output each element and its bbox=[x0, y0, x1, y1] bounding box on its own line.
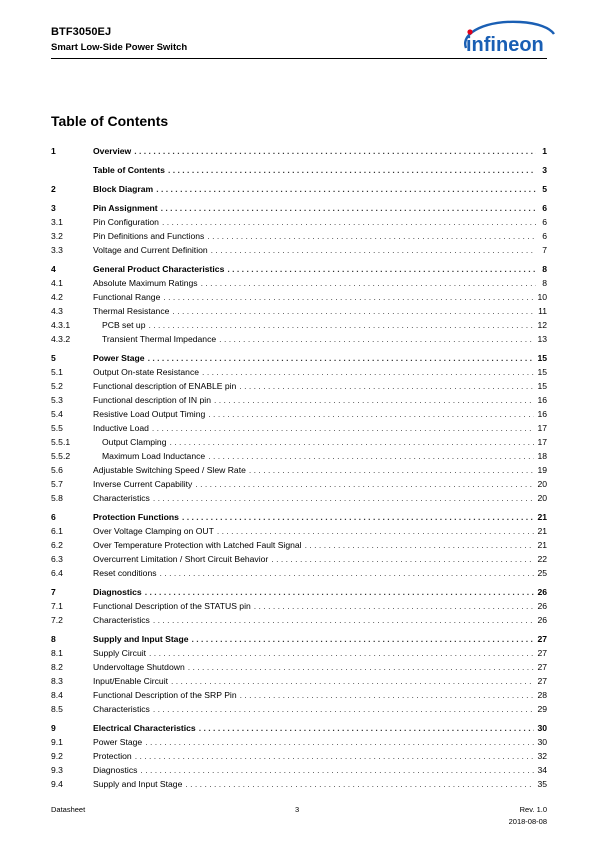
toc-entry-label: Maximum Load Inductance bbox=[102, 451, 206, 461]
toc-leader-dots bbox=[135, 750, 535, 762]
toc-entry-number: 5.2 bbox=[51, 381, 63, 391]
toc-entry-label: Supply and Input Stage bbox=[93, 634, 189, 644]
toc-entry-number: 5.6 bbox=[51, 465, 63, 475]
toc-entry-label: Adjustable Switching Speed / Slew Rate bbox=[93, 465, 246, 475]
footer-doc-type: Datasheet bbox=[51, 805, 86, 814]
toc-entry-label: Block Diagram bbox=[93, 184, 154, 194]
toc-entry-label: Protection bbox=[93, 751, 132, 761]
toc-entry-page: 15 bbox=[537, 353, 547, 363]
toc-leader-dots bbox=[199, 722, 535, 734]
toc-entry-label: Protection Functions bbox=[93, 512, 179, 522]
toc-leader-dots bbox=[227, 263, 536, 275]
toc-entry[interactable] bbox=[51, 525, 547, 537]
toc-entry-page: 27 bbox=[537, 634, 547, 644]
toc-entry-label: Characteristics bbox=[93, 615, 150, 625]
toc-entry-page: 10 bbox=[537, 292, 547, 302]
toc-entry[interactable] bbox=[51, 647, 547, 659]
toc-leader-dots bbox=[168, 164, 536, 176]
toc-entry-label: Supply and Input Stage bbox=[93, 779, 183, 789]
toc-entry-number: 8.5 bbox=[51, 704, 63, 714]
toc-entry[interactable] bbox=[51, 492, 547, 504]
toc-leader-dots bbox=[145, 736, 534, 748]
toc-entry-number: 5.1 bbox=[51, 367, 63, 377]
toc-entry[interactable] bbox=[51, 614, 547, 626]
toc-entry-page: 15 bbox=[537, 381, 547, 391]
toc-entry-number: 5.5.1 bbox=[51, 437, 71, 447]
toc-leader-dots bbox=[249, 464, 535, 476]
toc-entry[interactable] bbox=[51, 366, 547, 378]
toc-entry-number: 7.2 bbox=[51, 615, 63, 625]
toc-leader-dots bbox=[219, 333, 534, 345]
toc-entry-label: Reset conditions bbox=[93, 568, 157, 578]
toc-entry-number: 3.3 bbox=[51, 245, 63, 255]
toc-entry[interactable] bbox=[51, 722, 547, 734]
toc-leader-dots bbox=[153, 492, 535, 504]
toc-entry[interactable] bbox=[51, 539, 547, 551]
toc-leader-dots bbox=[160, 567, 535, 579]
toc-entry-page: 30 bbox=[537, 723, 547, 733]
toc-entry-page: 16 bbox=[537, 409, 547, 419]
toc-entry-number: 5.8 bbox=[51, 493, 63, 503]
toc-entry[interactable] bbox=[51, 183, 547, 195]
toc-entry-number: 4.3.1 bbox=[51, 320, 71, 330]
toc-entry-label: Pin Definitions and Functions bbox=[93, 231, 205, 241]
toc-entry-page: 1 bbox=[542, 146, 547, 156]
toc-entry[interactable] bbox=[51, 436, 547, 448]
toc-entry-label: Characteristics bbox=[93, 493, 150, 503]
toc-entry-number: 9.2 bbox=[51, 751, 63, 761]
toc-entry[interactable] bbox=[51, 164, 547, 176]
toc-leader-dots bbox=[172, 305, 535, 317]
toc-entry-label: Over Voltage Clamping on OUT bbox=[93, 526, 214, 536]
toc-entry[interactable] bbox=[51, 277, 547, 289]
toc-leader-dots bbox=[163, 291, 534, 303]
toc-entry-page: 26 bbox=[537, 615, 547, 625]
toc-leader-dots bbox=[170, 436, 535, 448]
toc-entry[interactable] bbox=[51, 764, 547, 776]
toc-entry-number: 9.4 bbox=[51, 779, 63, 789]
toc-entry[interactable] bbox=[51, 553, 547, 565]
toc-entry[interactable] bbox=[51, 244, 547, 256]
toc-leader-dots bbox=[217, 525, 535, 537]
toc-entry[interactable] bbox=[51, 202, 547, 214]
toc-entry[interactable] bbox=[51, 675, 547, 687]
toc-leader-dots bbox=[149, 647, 534, 659]
toc-entry-page: 8 bbox=[542, 264, 547, 274]
toc-entry-label: Diagnostics bbox=[93, 587, 142, 597]
toc-leader-dots bbox=[305, 539, 535, 551]
toc-entry-label: Output On-state Resistance bbox=[93, 367, 200, 377]
toc-entry-number: 4.2 bbox=[51, 292, 63, 302]
toc-entry-label: Diagnostics bbox=[93, 765, 138, 775]
footer-page-number: 3 bbox=[295, 805, 300, 814]
toc-entry[interactable] bbox=[51, 750, 547, 762]
toc-entry-page: 13 bbox=[537, 334, 547, 344]
toc-entry-page: 11 bbox=[538, 306, 547, 316]
toc-entry-page: 32 bbox=[537, 751, 547, 761]
toc-entry-label: Pin Configuration bbox=[93, 217, 159, 227]
toc-entry-number: 3.1 bbox=[51, 217, 63, 227]
toc-leader-dots bbox=[134, 145, 536, 157]
toc-entry-page: 21 bbox=[537, 526, 547, 536]
toc-leader-dots bbox=[202, 366, 534, 378]
toc-entry-label: Power Stage bbox=[93, 353, 145, 363]
toc-entry-number: 8.3 bbox=[51, 676, 63, 686]
toc-entry-page: 18 bbox=[537, 451, 547, 461]
toc-entry[interactable] bbox=[51, 394, 547, 406]
toc-entry-number: 6 bbox=[51, 512, 56, 522]
toc-entry-page: 35 bbox=[537, 779, 547, 789]
toc-entry-number: 3 bbox=[51, 203, 56, 213]
toc-entry-label: Supply Circuit bbox=[93, 648, 147, 658]
toc-entry[interactable] bbox=[51, 586, 547, 598]
toc-leader-dots bbox=[271, 553, 534, 565]
toc-entry[interactable] bbox=[51, 319, 547, 331]
toc-entry-label: Power Stage bbox=[93, 737, 143, 747]
toc-entry-number: 5 bbox=[51, 353, 56, 363]
toc-entry[interactable] bbox=[51, 450, 547, 462]
toc-entry-label: Functional Description of the STATUS pin bbox=[93, 601, 251, 611]
document-subtitle: Smart Low-Side Power Switch bbox=[51, 42, 188, 53]
toc-entry-number: 4.3 bbox=[51, 306, 63, 316]
toc-entry-page: 17 bbox=[537, 437, 547, 447]
toc-entry-page: 6 bbox=[542, 203, 547, 213]
toc-entry[interactable] bbox=[51, 478, 547, 490]
toc-entry-number: 6.1 bbox=[51, 526, 63, 536]
toc-entry-page: 27 bbox=[537, 662, 547, 672]
toc-entry[interactable] bbox=[51, 422, 547, 434]
toc-entry-label: Overview bbox=[93, 146, 132, 156]
toc-entry-page: 26 bbox=[537, 587, 547, 597]
toc-entry-number: 7.1 bbox=[51, 601, 63, 611]
toc-entry-page: 26 bbox=[537, 601, 547, 611]
toc-entry-number: 2 bbox=[51, 184, 56, 194]
toc-leader-dots bbox=[239, 380, 534, 392]
toc-entry-number: 5.5 bbox=[51, 423, 63, 433]
toc-leader-dots bbox=[254, 600, 535, 612]
toc-entry-label: Functional Range bbox=[93, 292, 161, 302]
footer-revision: Rev. 1.0 bbox=[519, 805, 547, 814]
toc-entry-page: 21 bbox=[537, 512, 547, 522]
toc-entry-page: 8 bbox=[542, 278, 547, 288]
footer-date: 2018-08-08 bbox=[508, 817, 547, 826]
toc-entry[interactable] bbox=[51, 464, 547, 476]
toc-entry-number: 4.3.2 bbox=[51, 334, 71, 344]
toc-entry-number: 4 bbox=[51, 264, 56, 274]
toc-entry-label: Thermal Resistance bbox=[93, 306, 170, 316]
toc-entry-page: 7 bbox=[542, 245, 547, 255]
toc-entry[interactable] bbox=[51, 305, 547, 317]
toc-heading: Table of Contents bbox=[51, 113, 169, 129]
toc-entry-page: 27 bbox=[537, 676, 547, 686]
toc-entry-page: 19 bbox=[537, 465, 547, 475]
toc-entry-label: Over Temperature Protection with Latched Fault Signal bbox=[93, 540, 302, 550]
toc-leader-dots bbox=[152, 422, 535, 434]
toc-entry-number: 9.1 bbox=[51, 737, 63, 747]
toc-entry[interactable] bbox=[51, 736, 547, 748]
toc-leader-dots bbox=[214, 394, 534, 406]
toc-leader-dots bbox=[171, 675, 534, 687]
toc-entry[interactable] bbox=[51, 216, 547, 228]
toc-entry[interactable] bbox=[51, 408, 547, 420]
toc-entry[interactable] bbox=[51, 703, 547, 715]
toc-entry-number: 9 bbox=[51, 723, 56, 733]
toc-entry[interactable] bbox=[51, 145, 547, 157]
toc-entry[interactable] bbox=[51, 291, 547, 303]
toc-leader-dots bbox=[161, 202, 536, 214]
toc-entry-page: 28 bbox=[537, 690, 547, 700]
toc-entry-page: 6 bbox=[542, 217, 547, 227]
toc-entry-number: 3.2 bbox=[51, 231, 63, 241]
toc-entry[interactable] bbox=[51, 380, 547, 392]
toc-entry-label: Functional description of ENABLE pin bbox=[93, 381, 237, 391]
toc-entry-label: Resistive Load Output Timing bbox=[93, 409, 206, 419]
toc-entry-page: 20 bbox=[537, 479, 547, 489]
toc-leader-dots bbox=[185, 778, 534, 790]
infineon-logo bbox=[458, 18, 558, 62]
toc-entry-number: 9.3 bbox=[51, 765, 63, 775]
toc-entry-number: 8 bbox=[51, 634, 56, 644]
toc-entry-number: 5.7 bbox=[51, 479, 63, 489]
toc-leader-dots bbox=[182, 511, 535, 523]
toc-entry-label: Absolute Maximum Ratings bbox=[93, 278, 198, 288]
toc-entry-number: 5.5.2 bbox=[51, 451, 71, 461]
toc-entry-page: 16 bbox=[537, 395, 547, 405]
toc-leader-dots bbox=[195, 478, 534, 490]
toc-entry[interactable] bbox=[51, 661, 547, 673]
toc-entry[interactable] bbox=[51, 511, 547, 523]
toc-entry[interactable] bbox=[51, 567, 547, 579]
toc-entry-label: Characteristics bbox=[93, 704, 150, 714]
toc-entry-label: Inductive Load bbox=[93, 423, 149, 433]
toc-leader-dots bbox=[153, 614, 535, 626]
toc-entry-page: 29 bbox=[537, 704, 547, 714]
toc-entry-label: Output Clamping bbox=[102, 437, 167, 447]
toc-entry-page: 34 bbox=[537, 765, 547, 775]
toc-entry-label: Voltage and Current Definition bbox=[93, 245, 208, 255]
toc-leader-dots bbox=[208, 450, 534, 462]
toc-entry-number: 4.1 bbox=[51, 278, 63, 288]
toc-entry-label: Input/Enable Circuit bbox=[93, 676, 168, 686]
toc-leader-dots bbox=[207, 230, 536, 242]
toc-entry-label: Table of Contents bbox=[93, 165, 165, 175]
toc-entry-page: 12 bbox=[537, 320, 547, 330]
logo-text: infineon bbox=[466, 34, 544, 56]
toc-entry-label: Overcurrent Limitation / Short Circuit Behavior bbox=[93, 554, 269, 564]
toc-entry-label: Undervoltage Shutdown bbox=[93, 662, 185, 672]
toc-entry[interactable] bbox=[51, 352, 547, 364]
toc-leader-dots bbox=[156, 183, 536, 195]
toc-entry-number: 5.3 bbox=[51, 395, 63, 405]
toc-entry-label: Transient Thermal Impedance bbox=[102, 334, 217, 344]
toc-leader-dots bbox=[145, 586, 535, 598]
toc-leader-dots bbox=[153, 703, 535, 715]
toc-entry[interactable] bbox=[51, 778, 547, 790]
toc-entry-page: 25 bbox=[537, 568, 547, 578]
toc-entry-page: 6 bbox=[542, 231, 547, 241]
toc-entry-number: 5.4 bbox=[51, 409, 63, 419]
toc-entry-label: Inverse Current Capability bbox=[93, 479, 193, 489]
toc-entry[interactable] bbox=[51, 689, 547, 701]
toc-entry-label: PCB set up bbox=[102, 320, 146, 330]
toc-entry-label: Functional Description of the SRP Pin bbox=[93, 690, 237, 700]
toc-entry-page: 20 bbox=[537, 493, 547, 503]
toc-entry-label: Functional description of IN pin bbox=[93, 395, 211, 405]
toc-entry[interactable] bbox=[51, 600, 547, 612]
toc-entry-page: 15 bbox=[537, 367, 547, 377]
toc-entry-label: Electrical Characteristics bbox=[93, 723, 196, 733]
toc-entry-number: 7 bbox=[51, 587, 56, 597]
toc-entry-label: General Product Characteristics bbox=[93, 264, 225, 274]
toc-entry-number: 1 bbox=[51, 146, 56, 156]
toc-entry-page: 22 bbox=[537, 554, 547, 564]
toc-leader-dots bbox=[240, 689, 535, 701]
toc-entry-number: 8.2 bbox=[51, 662, 63, 672]
toc-entry-page: 21 bbox=[537, 540, 547, 550]
toc-entry[interactable] bbox=[51, 333, 547, 345]
toc-entry-number: 6.2 bbox=[51, 540, 63, 550]
toc-leader-dots bbox=[140, 764, 534, 776]
document-product-name: BTF3050EJ bbox=[51, 26, 112, 38]
toc-entry-page: 30 bbox=[537, 737, 547, 747]
toc-entry-label: Pin Assignment bbox=[93, 203, 158, 213]
toc-entry-page: 27 bbox=[537, 648, 547, 658]
toc-leader-dots bbox=[162, 216, 536, 228]
toc-entry[interactable] bbox=[51, 633, 547, 645]
toc-leader-dots bbox=[188, 661, 535, 673]
toc-leader-dots bbox=[148, 352, 535, 364]
toc-leader-dots bbox=[211, 244, 536, 256]
toc-leader-dots bbox=[208, 408, 534, 420]
toc-leader-dots bbox=[192, 633, 535, 645]
toc-entry-page: 3 bbox=[542, 165, 547, 175]
toc-entry-number: 6.4 bbox=[51, 568, 63, 578]
toc-entry-page: 5 bbox=[542, 184, 547, 194]
toc-entry-number: 8.1 bbox=[51, 648, 63, 658]
toc-entry-number: 6.3 bbox=[51, 554, 63, 564]
toc-entry-page: 17 bbox=[537, 423, 547, 433]
toc-leader-dots bbox=[148, 319, 534, 331]
toc-entry-number: 8.4 bbox=[51, 690, 63, 700]
toc-leader-dots bbox=[201, 277, 536, 289]
toc-entry[interactable] bbox=[51, 263, 547, 275]
toc-entry[interactable] bbox=[51, 230, 547, 242]
